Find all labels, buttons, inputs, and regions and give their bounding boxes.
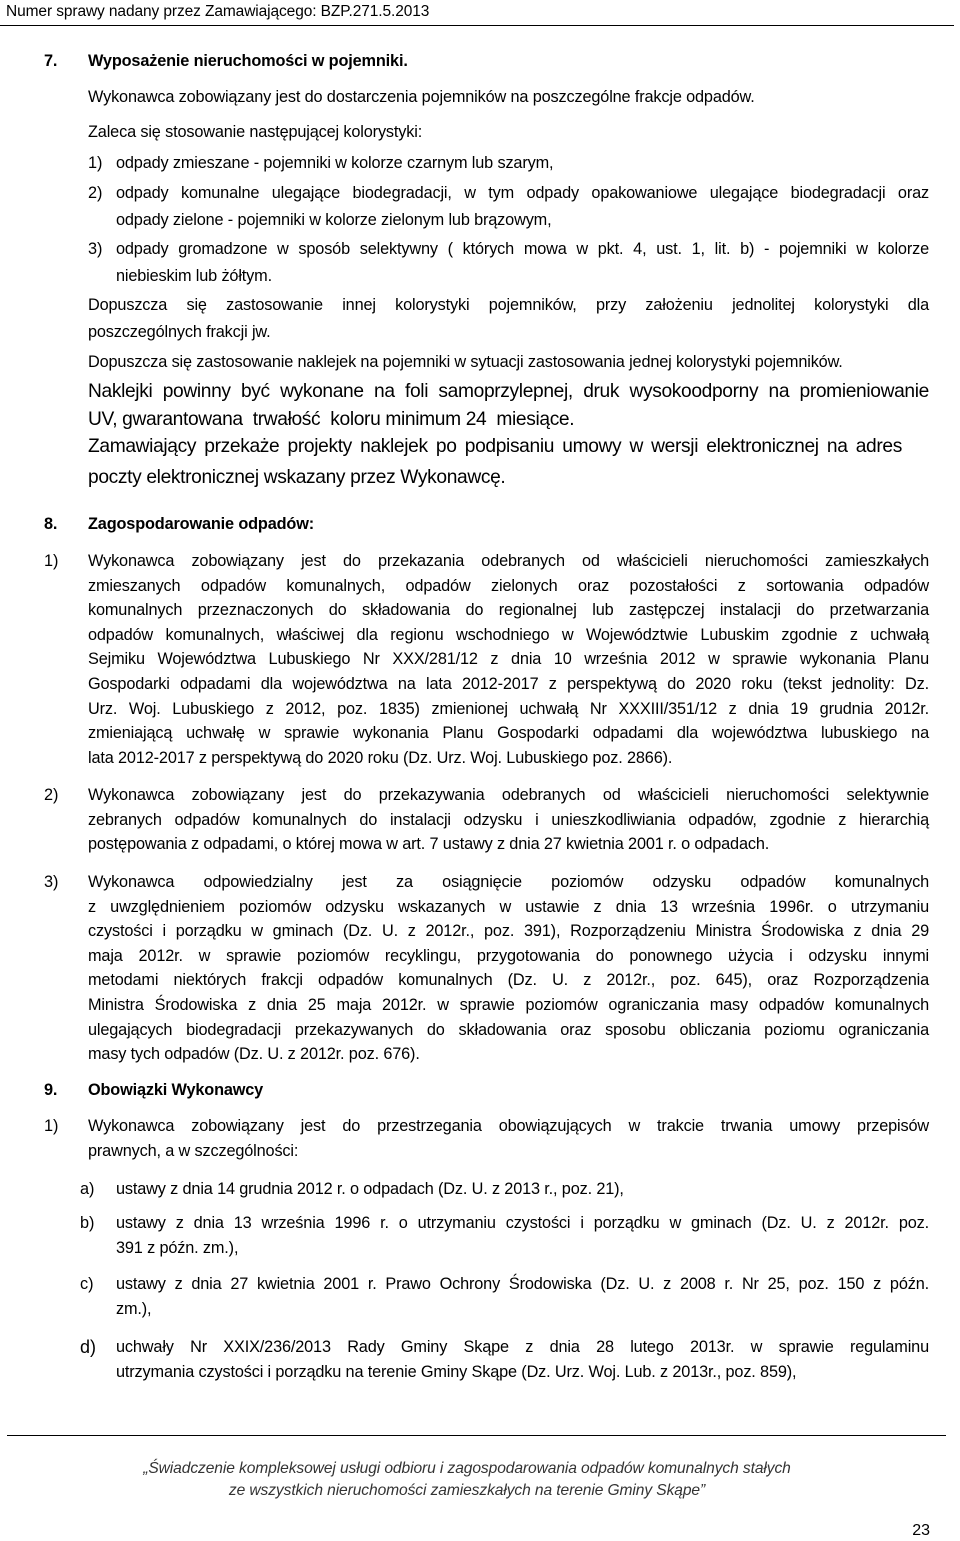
section-8-number: 8. xyxy=(44,515,58,533)
s8-item-line: z uwzględnieniem poziomów odzysku wskazanych w ustawie z dnia 13 września 1996r. o utrzymaniu xyxy=(88,897,929,916)
s8-item-line: maja 2012r. w sprawie poziomów recyklingu, przygotowania do ponownego użycia i odzysku innymi xyxy=(88,946,929,965)
s8-item-line: masy tych odpadów (Dz. U. z 2012r. poz. 676). xyxy=(88,1045,420,1064)
s7-paragraph-3-line-1: Dopuszcza się zastosowanie innej kolorystyki pojemników, przy założeniu jednolitej kolorystyki dla xyxy=(88,296,929,314)
s8-item-line: komunalnych przeznaczonych do składowania do regionalnej lub zastępczej instalacji do przetwarzania xyxy=(88,601,929,620)
s9-subitem-letter: a) xyxy=(80,1180,95,1198)
section-7-number: 7. xyxy=(44,52,58,70)
s8-item-line: Ministra Środowiska z dnia 25 maja 2012r. w sprawie poziomów ograniczania masy odpadów komunalnych xyxy=(88,996,929,1014)
s7-item-2-line-2: odpady zielone - pojemniki w kolorze zielonym lub brązowym, xyxy=(116,211,552,229)
s8-item-line: zmieniającą uchwałę w sprawie wykonania Planu Gospodarki odpadami dla województwa lubuskiego na xyxy=(88,724,929,743)
s9-subitem-line: 391 z późn. zm.), xyxy=(116,1238,239,1257)
s7-paragraph-1: Wykonawca zobowiązany jest do dostarczenia pojemników na poszczególne frakcje odpadów. xyxy=(88,88,755,106)
s8-item-line: Sejmiku Województwa Lubuskiego Nr XXX/281/12 z dnia 10 września 2012 w sprawie wykonania Planu xyxy=(88,650,929,669)
s7-paragraph-6-line-2: poczty elektronicznej wskazany przez Wykonawcę. xyxy=(88,467,506,488)
s9-subitem-line: zm.), xyxy=(116,1299,152,1318)
s8-item-line: Gospodarki odpadami dla województwa na lata 2012-2017 z perspektywą do 2020 roku (tekst jednolity: Dz. xyxy=(88,675,929,693)
s8-item-line: Urz. Woj. Lubuskiego z 2012, poz. 1835) zmienionej uchwałą Nr XXXIII/351/12 z dnia 19 grudnia 2012r. xyxy=(88,699,929,718)
s8-item-number: 3) xyxy=(44,873,59,891)
s9-item-1-line-1: Wykonawca zobowiązany jest do przestrzegania obowiązujących w trakcie trwania umowy przepisów xyxy=(88,1117,929,1135)
s9-subitem-line: uchwały Nr XXIX/236/2013 Rady Gminy Skąpe z dnia 28 lutego 2013r. w sprawie regulaminu xyxy=(116,1338,929,1356)
s7-item-3-line-1: odpady gromadzone w sposób selektywny ( których mowa w pkt. 4, ust. 1, lit. b) - pojemniki w kolorze xyxy=(116,240,929,258)
s9-item-1-number: 1) xyxy=(44,1117,59,1135)
s8-item-number: 1) xyxy=(44,552,59,570)
s9-subitem-line: ustawy z dnia 27 kwietnia 2001 r. Prawo Ochrony Środowiska (Dz. U. z 2008 r. Nr 25, poz. 150 z późn. xyxy=(116,1275,929,1293)
header-divider xyxy=(0,25,954,26)
s7-item-1-text: odpady zmieszane - pojemniki w kolorze czarnym lub szarym, xyxy=(116,154,554,172)
footer-title-line-2: ze wszystkich nieruchomości zamieszkałych na terenie Gminy Skąpe” xyxy=(228,1482,706,1499)
s7-item-1-number: 1) xyxy=(88,154,103,172)
s9-subitem-line: ustawy z dnia 13 września 1996 r. o utrzymaniu czystości i porządku w gminach (Dz. U. z 2012r. poz. xyxy=(116,1214,929,1232)
s8-item-line: ulegających biodegradacji przekazywanych do składowania oraz sposobu obliczania poziomu ograniczania xyxy=(88,1020,929,1039)
s8-item-number: 2) xyxy=(44,786,59,804)
s9-subitem-letter: c) xyxy=(80,1275,94,1293)
s8-item-line: metodami niektórych frakcji odpadów komunalnych (Dz. U. z 2012r., poz. 645), oraz Rozporządzenia xyxy=(88,971,929,990)
section-9-title: Obowiązki Wykonawcy xyxy=(88,1081,264,1099)
section-7-title: Wyposażenie nieruchomości w pojemniki. xyxy=(88,52,408,70)
s7-item-2-line-1: odpady komunalne ulegające biodegradacji, w tym odpady opakowaniowe ulegające biodegradacji oraz xyxy=(116,184,929,202)
document-header: Numer sprawy nadany przez Zamawiającego: BZP.271.5.2013 xyxy=(6,3,430,20)
s8-item-line: odpadów komunalnych, właściwej dla regionu wschodniego w Województwie Lubuskim zgodnie z uchwałą xyxy=(88,625,929,644)
page-number: 23 xyxy=(912,1522,930,1539)
s9-subitem-letter: b) xyxy=(80,1214,95,1232)
s9-subitem-letter: d) xyxy=(80,1337,97,1357)
section-9-number: 9. xyxy=(44,1081,58,1099)
s9-item-1-line-2: prawnych, a w szczególności: xyxy=(88,1142,299,1160)
footer-divider xyxy=(7,1435,946,1436)
section-8-title: Zagospodarowanie odpadów: xyxy=(88,515,315,533)
s8-item-line: Wykonawca zobowiązany jest do przekazania odebranych od właścicieli nieruchomości zamieszkałych xyxy=(88,552,929,570)
s9-subitem-line: ustawy z dnia 14 grudnia 2012 r. o odpadach (Dz. U. z 2013 r., poz. 21), xyxy=(116,1180,624,1198)
s7-item-3-line-2: niebieskim lub żółtym. xyxy=(116,267,272,285)
s8-item-line: zmieszanych odpadów komunalnych, odpadów zielonych oraz pozostałości z sortowania odpadów xyxy=(88,576,929,595)
s7-paragraph-6-line-1: Zamawiający przekaże projekty naklejek po podpisaniu umowy w wersji elektronicznej na adres xyxy=(88,436,902,457)
s8-item-line: Wykonawca zobowiązany jest do przekazywania odebranych od właścicieli nieruchomości selektywnie xyxy=(88,786,929,804)
s7-item-2-number: 2) xyxy=(88,184,103,202)
s8-item-line: zebranych odpadów komunalnych do instalacji odzysku i unieszkodliwiania odpadów, zgodnie z hierarchią xyxy=(88,810,929,829)
s8-item-line: lata 2012-2017 z perspektywą do 2020 roku (Dz. Urz. Woj. Lubuskiego poz. 2866). xyxy=(88,748,673,767)
footer-title-line-1: „Świadczenie kompleksowej usługi odbioru i zagospodarowania odpadów komunalnych stałych xyxy=(143,1460,791,1477)
s8-item-line: Wykonawca odpowiedzialny jest za osiągnięcie poziomów odzysku odpadów komunalnych xyxy=(88,873,929,891)
s8-item-line: postępowania z odpadami, o której mowa w art. 7 ustawy z dnia 27 kwietnia 2001 r. o odpadach. xyxy=(88,835,770,854)
s7-paragraph-3-line-2: poszczególnych frakcji jw. xyxy=(88,323,271,341)
s7-paragraph-5-line-1: Naklejki powinny być wykonane na foli samoprzylepnej, druk wysokoodporny na promieniowanie xyxy=(88,381,929,402)
s8-item-line: czystości i porządku w gminach (Dz. U. z 2012r., poz. 391), Rozporządzeniu Ministra Środowiska z dnia 29 xyxy=(88,922,929,941)
s7-paragraph-4: Dopuszcza się zastosowanie naklejek na pojemniki w sytuacji zastosowania jednej kolorystyki pojemników. xyxy=(88,353,843,371)
s7-paragraph-2: Zaleca się stosowanie następującej kolorystyki: xyxy=(88,123,423,141)
s7-item-3-number: 3) xyxy=(88,240,103,258)
s7-paragraph-5-line-2: UV, gwarantowana trwałość koloru minimum 24 miesiące. xyxy=(88,409,575,430)
s9-subitem-line: utrzymania czystości i porządku na terenie Gminy Skąpe (Dz. Urz. Woj. Lub. z 2013r., poz. 859), xyxy=(116,1362,797,1381)
